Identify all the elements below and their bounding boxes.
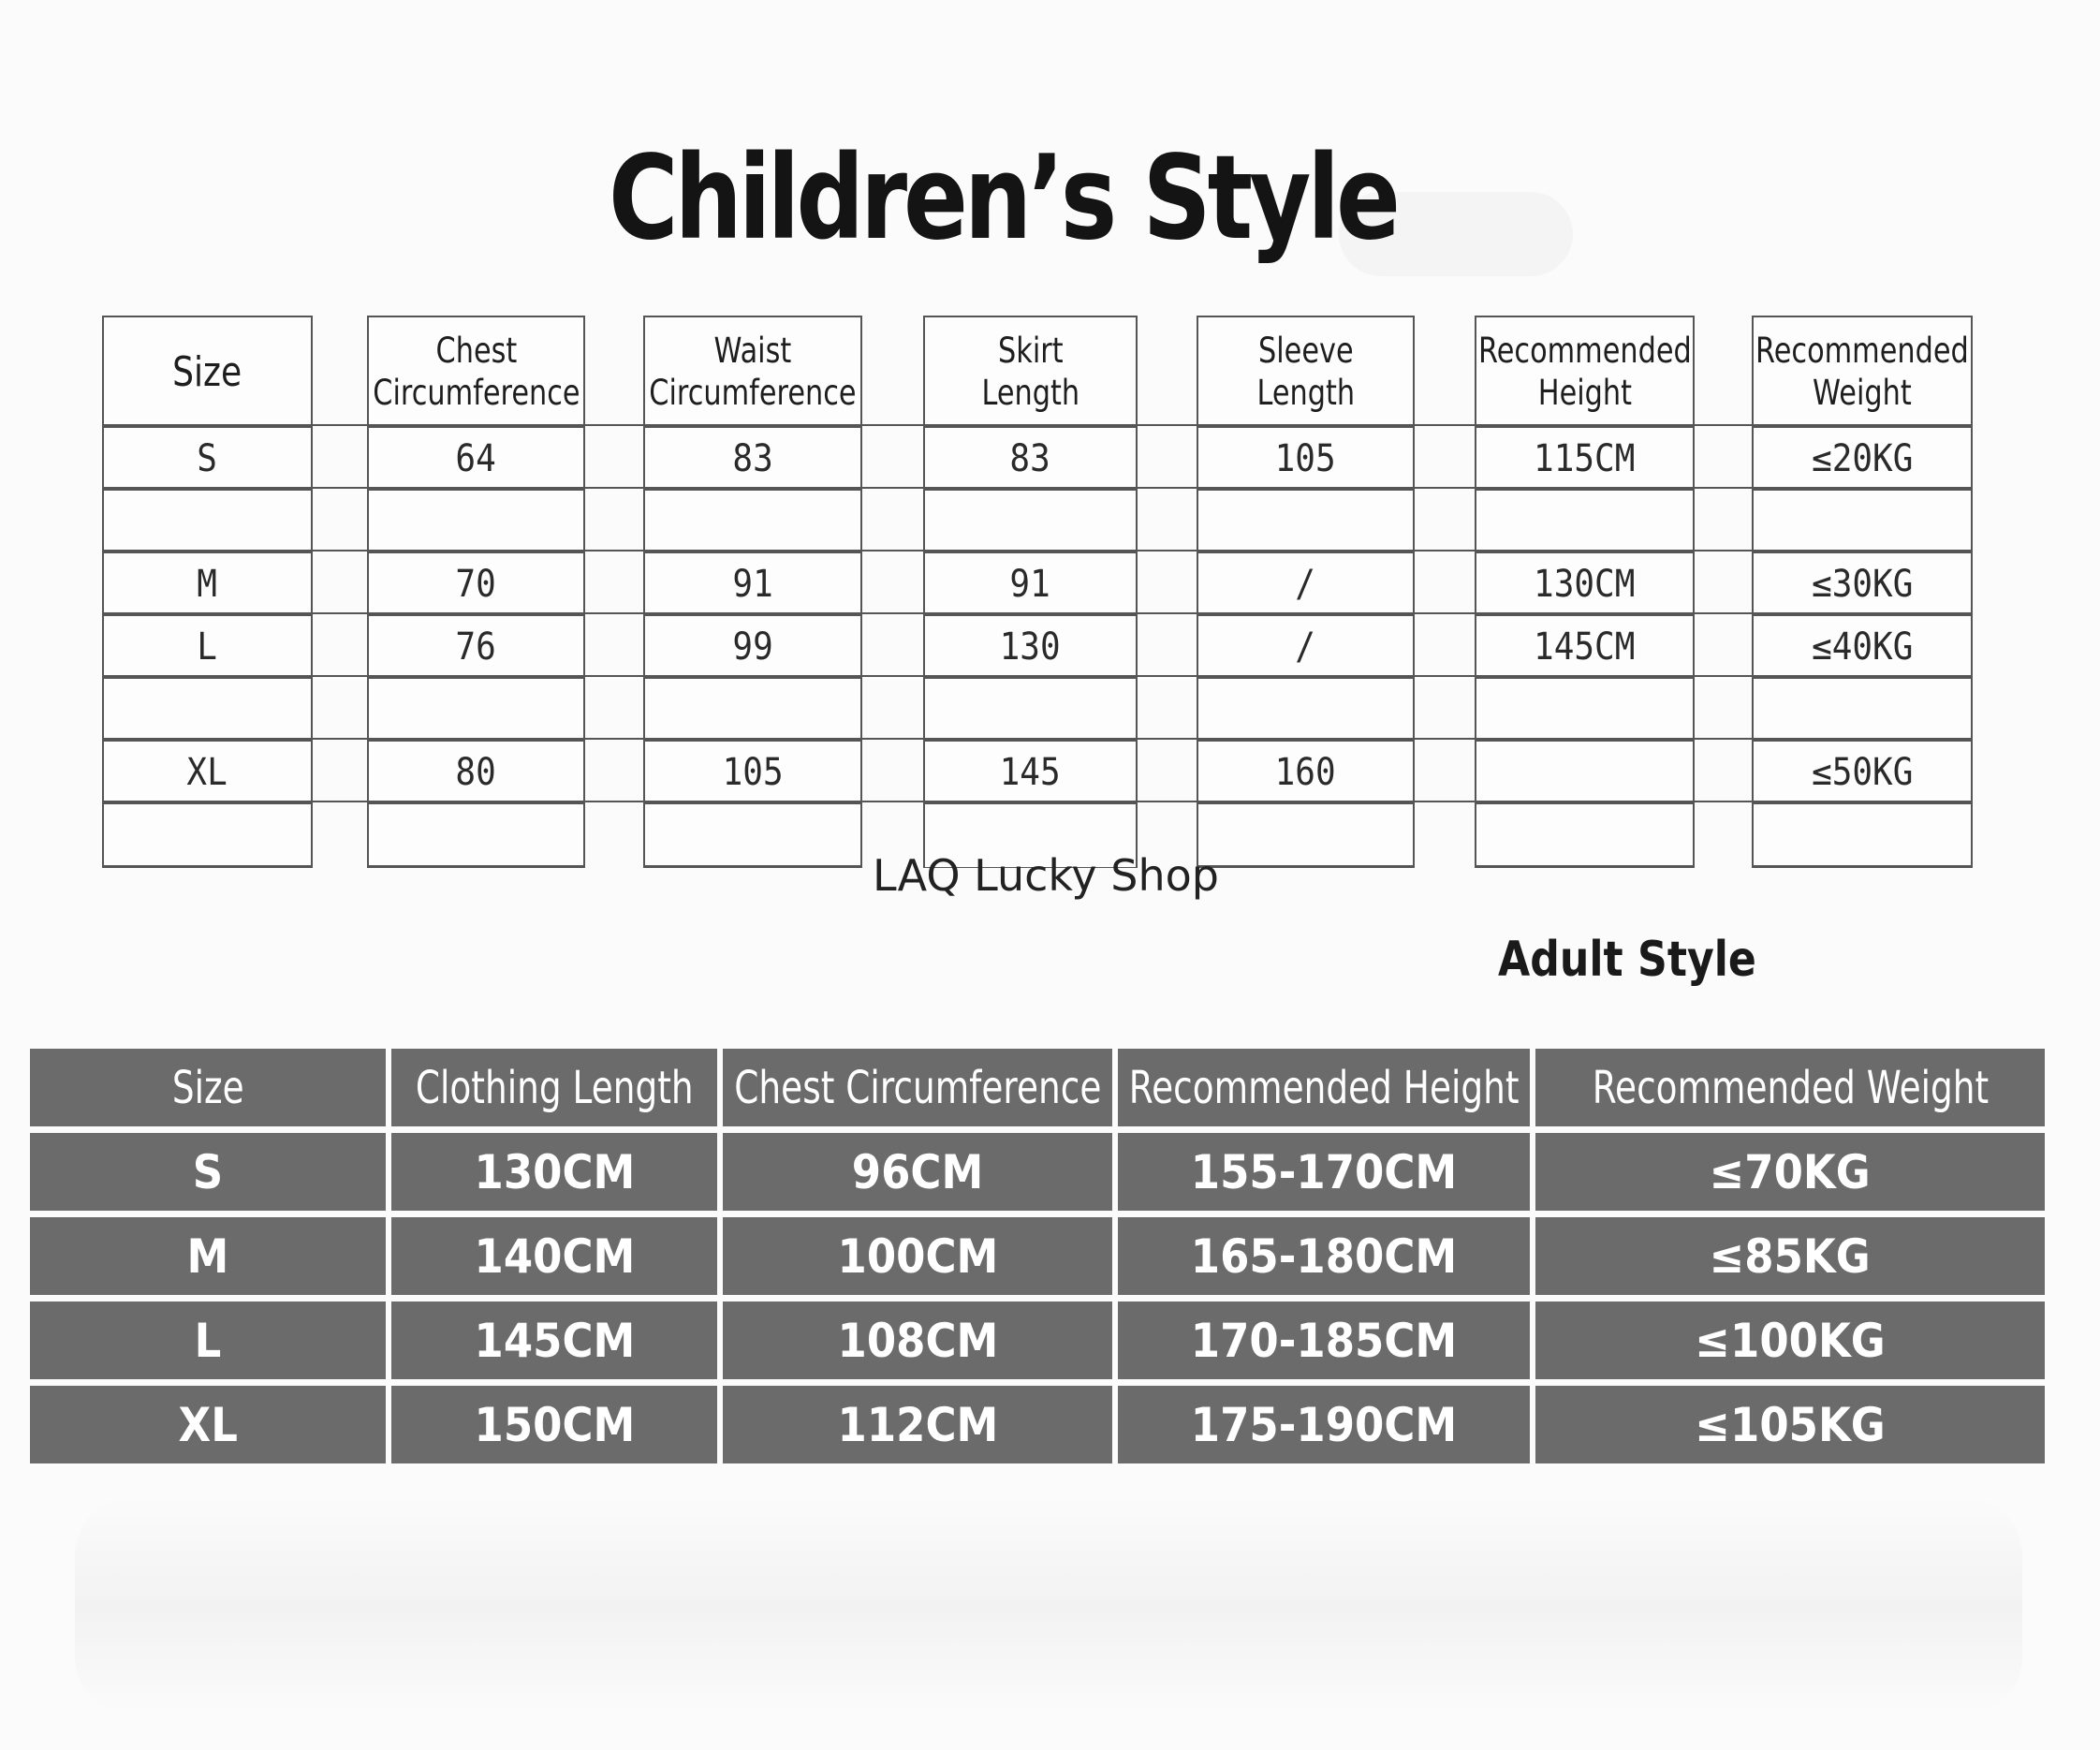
table-rule	[102, 675, 1973, 677]
adult-cell: 112CM	[723, 1386, 1112, 1463]
kids-cell	[645, 804, 860, 867]
adult-cell: S	[30, 1133, 386, 1211]
shop-watermark: LAQ Lucky Shop	[873, 850, 1219, 901]
adult-cell: 170-185CM	[1118, 1301, 1530, 1379]
kids-cell: 130CM	[1476, 553, 1693, 616]
kids-cell: 64	[369, 428, 583, 491]
adult-cell: L	[30, 1301, 386, 1379]
kids-cell	[104, 491, 311, 553]
adult-size-table	[30, 1049, 2045, 1463]
adult-header-cell: Recommended Height	[1118, 1049, 1530, 1126]
kids-cell: ≤30KG	[1754, 553, 1971, 616]
kids-cell	[1476, 491, 1693, 553]
table-rule	[102, 550, 1973, 551]
kids-cell: 145	[925, 742, 1136, 804]
adult-cell: XL	[30, 1386, 386, 1463]
adult-cell: 130CM	[391, 1133, 717, 1211]
childrens-style-title: Children’s Style	[609, 131, 1397, 266]
kids-cell	[1754, 679, 1971, 742]
adult-table-row	[30, 1301, 2045, 1379]
kids-cell: 160	[1198, 742, 1413, 804]
table-rule	[102, 487, 1973, 489]
kids-column-weight	[1752, 316, 1973, 868]
kids-cell: 91	[925, 553, 1136, 616]
kids-column-waist	[643, 316, 862, 868]
adult-cell: 108CM	[723, 1301, 1112, 1379]
kids-cell: 115CM	[1476, 428, 1693, 491]
adult-cell: 140CM	[391, 1217, 717, 1295]
kids-column-height	[1475, 316, 1695, 868]
kids-cell	[1476, 742, 1693, 804]
adult-cell: 96CM	[723, 1133, 1112, 1211]
kids-header-size: Size	[104, 317, 311, 428]
adult-table-row	[30, 1386, 2045, 1463]
kids-cell	[1754, 491, 1971, 553]
kids-cell: ≤50KG	[1754, 742, 1971, 804]
kids-cell: 76	[369, 616, 583, 679]
adult-table-row	[30, 1217, 2045, 1295]
kids-header-waist: Waist Circumference	[645, 317, 860, 428]
adult-cell: 175-190CM	[1118, 1386, 1530, 1463]
kids-cell: 83	[925, 428, 1136, 491]
kids-cell: /	[1198, 616, 1413, 679]
table-rule	[102, 424, 1973, 426]
kids-cell	[645, 491, 860, 553]
kids-cell	[645, 679, 860, 742]
kids-header-chest: Chest Circumference	[369, 317, 583, 428]
adult-header-cell: Chest Circumference	[723, 1049, 1112, 1126]
adult-cell: M	[30, 1217, 386, 1295]
kids-cell	[1476, 679, 1693, 742]
adult-header-cell: Recommended Weight	[1535, 1049, 2045, 1126]
kids-cell: 99	[645, 616, 860, 679]
kids-cell: L	[104, 616, 311, 679]
kids-header-sleeve: Sleeve Length	[1198, 317, 1413, 428]
kids-column-size	[102, 316, 313, 868]
kids-header-height: Recommended Height	[1476, 317, 1693, 428]
kids-cell	[1198, 679, 1413, 742]
kids-cell: XL	[104, 742, 311, 804]
kids-cell: 105	[645, 742, 860, 804]
kids-cell: 145CM	[1476, 616, 1693, 679]
adult-style-title: Adult Style	[1498, 932, 1756, 988]
adult-cell: 100CM	[723, 1217, 1112, 1295]
kids-cell: 130	[925, 616, 1136, 679]
adult-cell: ≤105KG	[1535, 1386, 2045, 1463]
adult-cell: 150CM	[391, 1386, 717, 1463]
kids-cell: /	[1198, 553, 1413, 616]
adult-cell: 145CM	[391, 1301, 717, 1379]
blurred-footer-area	[75, 1498, 2022, 1713]
kids-cell	[369, 804, 583, 867]
adult-cell: ≤70KG	[1535, 1133, 2045, 1211]
kids-column-sleeve	[1197, 316, 1415, 868]
adult-header-cell: Clothing Length	[391, 1049, 717, 1126]
kids-cell	[104, 679, 311, 742]
adult-cell: ≤100KG	[1535, 1301, 2045, 1379]
kids-cell	[369, 491, 583, 553]
table-rule	[102, 612, 1973, 614]
kids-cell: 70	[369, 553, 583, 616]
kids-cell: 80	[369, 742, 583, 804]
table-rule	[102, 738, 1973, 740]
adult-table-row	[30, 1133, 2045, 1211]
adult-cell: 165-180CM	[1118, 1217, 1530, 1295]
kids-cell: ≤40KG	[1754, 616, 1971, 679]
kids-cell: ≤20KG	[1754, 428, 1971, 491]
kids-cell	[1198, 491, 1413, 553]
adult-header-row	[30, 1049, 2045, 1126]
kids-cell	[925, 679, 1136, 742]
kids-cell	[1198, 804, 1413, 867]
kids-header-skirt: Skirt Length	[925, 317, 1136, 428]
kids-column-skirt	[923, 316, 1138, 868]
kids-cell	[104, 804, 311, 867]
kids-header-weight: Recommended Weight	[1754, 317, 1971, 428]
kids-cell	[1476, 804, 1693, 867]
kids-cell: S	[104, 428, 311, 491]
kids-cell: 83	[645, 428, 860, 491]
kids-cell: 105	[1198, 428, 1413, 491]
adult-header-cell: Size	[30, 1049, 386, 1126]
adult-cell: 155-170CM	[1118, 1133, 1530, 1211]
kids-cell: 91	[645, 553, 860, 616]
kids-cell	[369, 679, 583, 742]
table-rule	[102, 801, 1973, 802]
kids-cell: M	[104, 553, 311, 616]
kids-cell	[1754, 804, 1971, 867]
adult-cell: ≤85KG	[1535, 1217, 2045, 1295]
kids-cell	[925, 491, 1136, 553]
kids-column-chest	[367, 316, 585, 868]
